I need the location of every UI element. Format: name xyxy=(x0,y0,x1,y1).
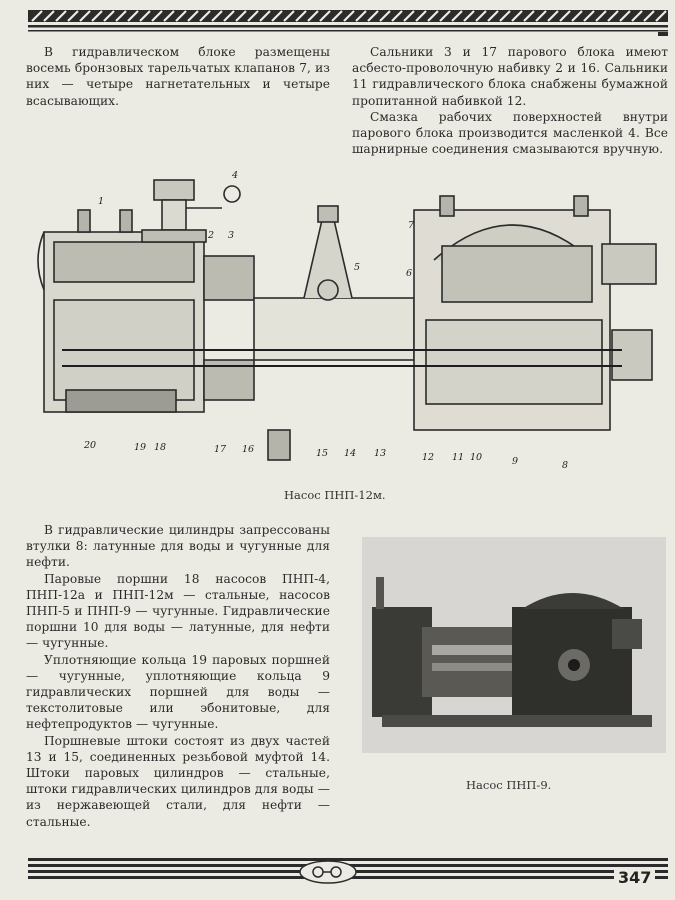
drawing-label-17: 17 xyxy=(214,444,227,455)
drawing-label-14: 14 xyxy=(344,448,357,459)
drawing-label-6: 6 xyxy=(406,268,413,279)
top-decorative-rule xyxy=(28,10,668,36)
drawing-label-7: 7 xyxy=(408,220,415,231)
drawing-label-12: 12 xyxy=(422,452,435,463)
figure1-caption: Насос ПНП-12м. xyxy=(284,488,386,502)
drawing-label-10: 10 xyxy=(470,452,483,463)
drawing-label-1: 1 xyxy=(98,196,105,207)
paragraph-lubrication: Смазка рабочих поверхностей внутри парового блока производится масленкой 4. Все шарнирные соединения смазываются вручную. xyxy=(352,109,668,157)
column-left-bottom xyxy=(26,522,330,830)
paragraph-rings: Уплотняющие кольца 19 паровых поршней — чугунные, уплотняющие кольца 9 гидравлических поршней для воды — текстолитовые или эбонитовые, для нефтепродуктов — чугунные. xyxy=(26,652,330,732)
paragraph-pistons: Паровые поршни 18 насосов ПНП-4, ПНП-12а и ПНП-12м — стальные, насосов ПНП-5 и ПНП-9 — чугунные. Гидравлические поршни 10 для воды — латунные, для нефти — чугунные. xyxy=(26,571,330,651)
drawing-label-19: 19 xyxy=(134,442,147,453)
drawing-label-4: 4 xyxy=(232,170,239,181)
drawing-label-9: 9 xyxy=(512,456,519,467)
drawing-label-18: 18 xyxy=(154,442,167,453)
pump-sectional-drawing xyxy=(22,170,670,482)
drawing-label-3: 3 xyxy=(228,230,235,241)
drawing-label-16: 16 xyxy=(242,444,255,455)
drawing-label-11: 11 xyxy=(452,452,465,463)
page-number: 347 xyxy=(614,868,655,887)
figure2-caption: Насос ПНП-9. xyxy=(466,778,552,792)
pump-photograph xyxy=(362,537,666,753)
drawing-label-5: 5 xyxy=(354,262,361,273)
drawing-label-13: 13 xyxy=(374,448,387,459)
column-right-top xyxy=(352,44,668,157)
publisher-emblem-icon xyxy=(298,860,358,884)
paragraph-valves: В гидравлическом блоке размещены восемь бронзовых тарельчатых клапанов 7, из них — четыре нагнетательных и четыре всасывающих. xyxy=(26,45,330,108)
paragraph-rods: Поршневые штоки состоят из двух частей 13 и 15, соединенных резьбовой муфтой 14. Штоки паровых цилиндров — стальные, штоки гидравлических цилиндров для воды — из нержавеющей стали, для нефти — стальные. xyxy=(26,733,330,829)
paragraph-glands: Сальники 3 и 17 парового блока имеют асбесто-проволочную набивку 2 и 16. Сальники 11 гидравлического блока снабжены бумажной пропитанной набивкой 12. xyxy=(352,45,668,108)
drawing-label-15: 15 xyxy=(316,448,329,459)
paragraph-sleeves: В гидравлические цилиндры запрессованы втулки 8: латунные для воды и чугунные для нефти. xyxy=(26,523,330,570)
drawing-label-2: 2 xyxy=(208,230,215,241)
drawing-label-20: 20 xyxy=(84,440,97,451)
drawing-label-8: 8 xyxy=(562,460,569,471)
